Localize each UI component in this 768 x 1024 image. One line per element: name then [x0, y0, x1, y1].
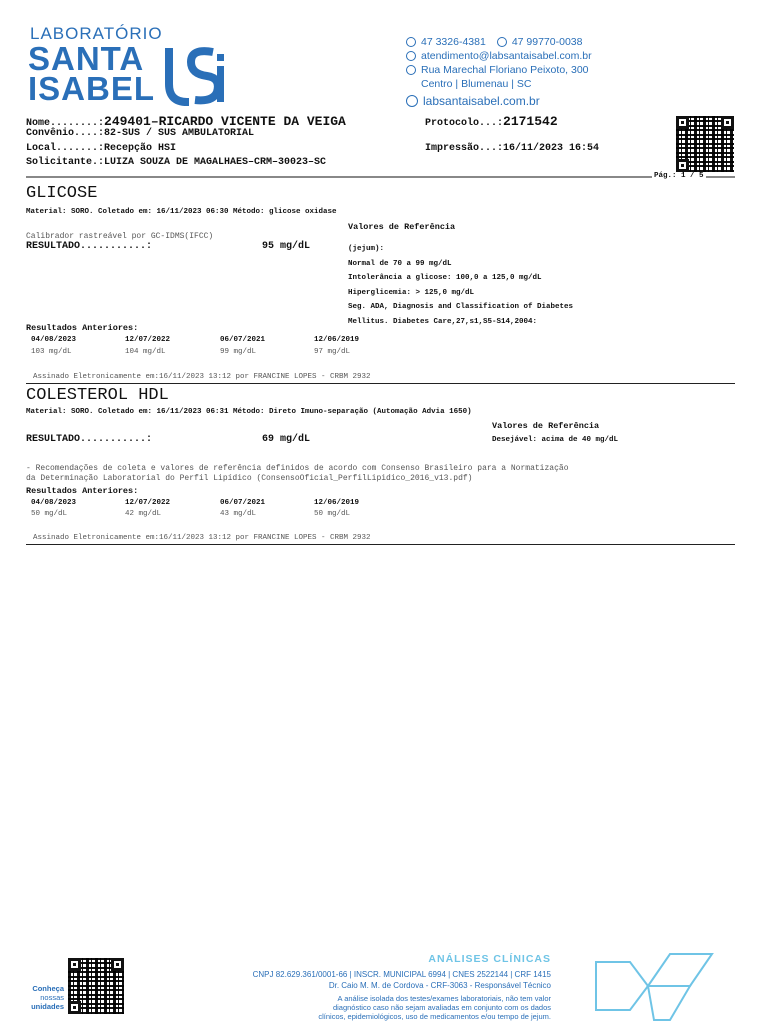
exam2-previous-title: Resultados Anteriores:: [26, 486, 139, 496]
logo-line1: SANTA: [28, 40, 145, 77]
website: labsantaisabel.com.br: [423, 94, 540, 108]
prev-value: 97 mg/dL: [314, 348, 351, 356]
exam2-result-label: RESULTADO...........:: [26, 434, 153, 445]
phone1: 47 3326-4381: [421, 36, 486, 48]
phones: [406, 35, 656, 49]
page-number: Pág.: 1 / 5: [654, 172, 704, 180]
exam1-signature: Assinado Eletronicamente em:16/11/2023 13:12 por FRANCINE LOPES - CRBM 2932: [33, 373, 371, 381]
prev-value: 50 mg/dL: [31, 510, 68, 518]
local-value: Recepção HSI: [104, 143, 177, 154]
exam2-note2: da Determinação Laboratorial do Perfil Lipídico (ConsensoOficial_PerfilLipidico_2016_v13.pdf): [26, 474, 473, 483]
exam1-ref-lines: [348, 242, 573, 329]
ref-line: Seg. ADA, Diagnosis and Classification of Diabetes: [348, 303, 574, 311]
prev-value: 99 mg/dL: [220, 348, 257, 356]
prev-value: 103 mg/dL: [31, 348, 72, 356]
exam1-title: GLICOSE: [26, 184, 98, 203]
footer-line1: CNPJ 82.629.361/0001-66 | INSCR. MUNICIPAL 6994 | CNES 2522144 | CRF 1415: [252, 970, 551, 979]
ref-line: Hiperglicemia: > 125,0 mg/dL: [348, 288, 475, 297]
prev-date: 04/08/2023: [31, 499, 77, 507]
exam1-material: Material: SORO. Coletado em: 16/11/2023 06:30 Método: glicose oxidase: [26, 208, 337, 216]
header-divider: [26, 176, 735, 178]
logo-line2: ISABEL: [28, 70, 156, 107]
caption-line: nossas: [40, 993, 64, 1002]
exam2-signature: Assinado Eletronicamente em:16/11/2023 13:12 por FRANCINE LOPES - CRBM 2932: [33, 534, 371, 542]
footer-section-title: ANÁLISES CLÍNICAS: [428, 953, 551, 965]
ref-line: (jejum):: [348, 245, 385, 253]
ref-line: Intolerância a glicose: 100,0 a 125,0 mg/dL: [348, 274, 542, 282]
impressao-label: Impressão...:: [425, 143, 504, 154]
globe-icon: [406, 95, 418, 107]
exam2-divider: [26, 544, 735, 545]
location-pin-icon: [406, 65, 416, 75]
lab-logo: [28, 24, 228, 108]
footer-line2: Dr. Caio M. M. de Cordova - CRF-3063 - Responsável Técnico: [328, 981, 551, 990]
exam1-ref-title: Valores de Referência: [348, 222, 456, 232]
footer-line5: clínicos, epidemiológicos, uso de medicamentos e/ou tempo de jejum.: [318, 1012, 551, 1021]
prev-value: 43 mg/dL: [220, 510, 257, 518]
footer-decorative-shape-icon: [592, 950, 722, 1024]
prev-date: 12/07/2022: [125, 499, 171, 507]
prev-value: 104 mg/dL: [125, 348, 166, 356]
solicitante-label: Solicitante.:: [26, 157, 105, 168]
logo-lab-word: LABORATÓRIO: [30, 24, 163, 43]
prev-date: 12/06/2019: [314, 336, 360, 344]
footer-qr-caption: [30, 984, 64, 1011]
phone-icon: [406, 37, 416, 47]
exam2-ref-line: Desejável: acima de 40 mg/dL: [492, 436, 619, 444]
email-line: [406, 49, 656, 63]
exam2-material: Material: SORO. Coletado em: 16/11/2023 06:31 Método: Direto Imuno-separação (Automação Advia 1650): [26, 408, 472, 416]
footer-line3: A análise isolada dos testes/exames laboratoriais, não tem valor: [337, 994, 551, 1003]
exam2-result-value: 69 mg/dL: [262, 434, 311, 445]
protocolo-value: 2171542: [503, 114, 558, 129]
footer-line4: diagnóstico caso não sejam avaliadas em conjunto com os dados: [332, 1003, 551, 1012]
logo-mark-icon: [151, 44, 226, 106]
protocol-qr-code: [676, 116, 734, 172]
email: atendimento@labsantaisabel.com.br: [421, 50, 592, 62]
phone2: 47 99770-0038: [511, 36, 583, 48]
prev-date: 04/08/2023: [31, 336, 77, 344]
convenio-row: [26, 128, 254, 139]
address1: Rua Marechal Floriano Peixoto, 300: [421, 64, 589, 76]
prev-date: 06/07/2021: [220, 336, 266, 344]
exam1-calibrator: Calibrador rastreável por GC-IDMS(IFCC): [26, 232, 214, 241]
exam2-ref-title: Valores de Referência: [492, 421, 600, 431]
solicitante-row: [26, 157, 326, 168]
impressao-row: [425, 143, 599, 154]
nome-label: Nome........:: [26, 118, 105, 129]
protocolo-label: Protocolo...:: [425, 118, 504, 129]
solicitante-value: LUIZA SOUZA DE MAGALHAES–CRM–30023–SC: [104, 157, 327, 168]
exam1-result-value: 95 mg/dL: [262, 241, 311, 252]
footer-info: [253, 953, 551, 1021]
website-line: [406, 94, 656, 108]
prev-value: 50 mg/dL: [314, 510, 351, 518]
caption-line: Conheça: [32, 984, 64, 993]
convenio-value: 82-SUS / SUS AMBULATORIAL: [104, 128, 255, 139]
patient-name: 249401–RICARDO VICENTE DA VEIGA: [104, 114, 346, 129]
address-line2: [406, 77, 656, 91]
exam1-previous-title: Resultados Anteriores:: [26, 323, 139, 333]
exam1-result-label: RESULTADO...........:: [26, 241, 153, 252]
contact-block: [406, 35, 656, 108]
patient-name-row: [26, 114, 346, 129]
prev-date: 06/07/2021: [220, 499, 266, 507]
caption-line: unidades: [31, 1002, 64, 1011]
address2: Centro | Blumenau | SC: [421, 78, 532, 90]
prev-value: 42 mg/dL: [125, 510, 162, 518]
protocolo-row: [425, 112, 558, 130]
footer-qr-code: [68, 958, 124, 1014]
email-icon: [406, 51, 416, 61]
local-row: [26, 143, 176, 154]
convenio-label: Convênio....:: [26, 128, 105, 139]
whatsapp-icon: [497, 37, 507, 47]
ref-line: Normal de 70 a 99 mg/dL: [348, 259, 452, 268]
prev-date: 12/06/2019: [314, 499, 360, 507]
local-label: Local.......:: [26, 143, 105, 154]
ref-line: Mellitus. Diabetes Care,27,s1,S5-S14,2004:: [348, 317, 538, 326]
impressao-value: 16/11/2023 16:54: [503, 143, 600, 154]
address-line1: [406, 63, 656, 77]
exam2-title: COLESTEROL HDL: [26, 386, 169, 405]
exam2-note1: - Recomendações de coleta e valores de referência definidos de acordo com Consenso Brasileiro para a Normatização: [26, 464, 569, 473]
exam1-divider: [26, 383, 735, 384]
prev-date: 12/07/2022: [125, 336, 171, 344]
